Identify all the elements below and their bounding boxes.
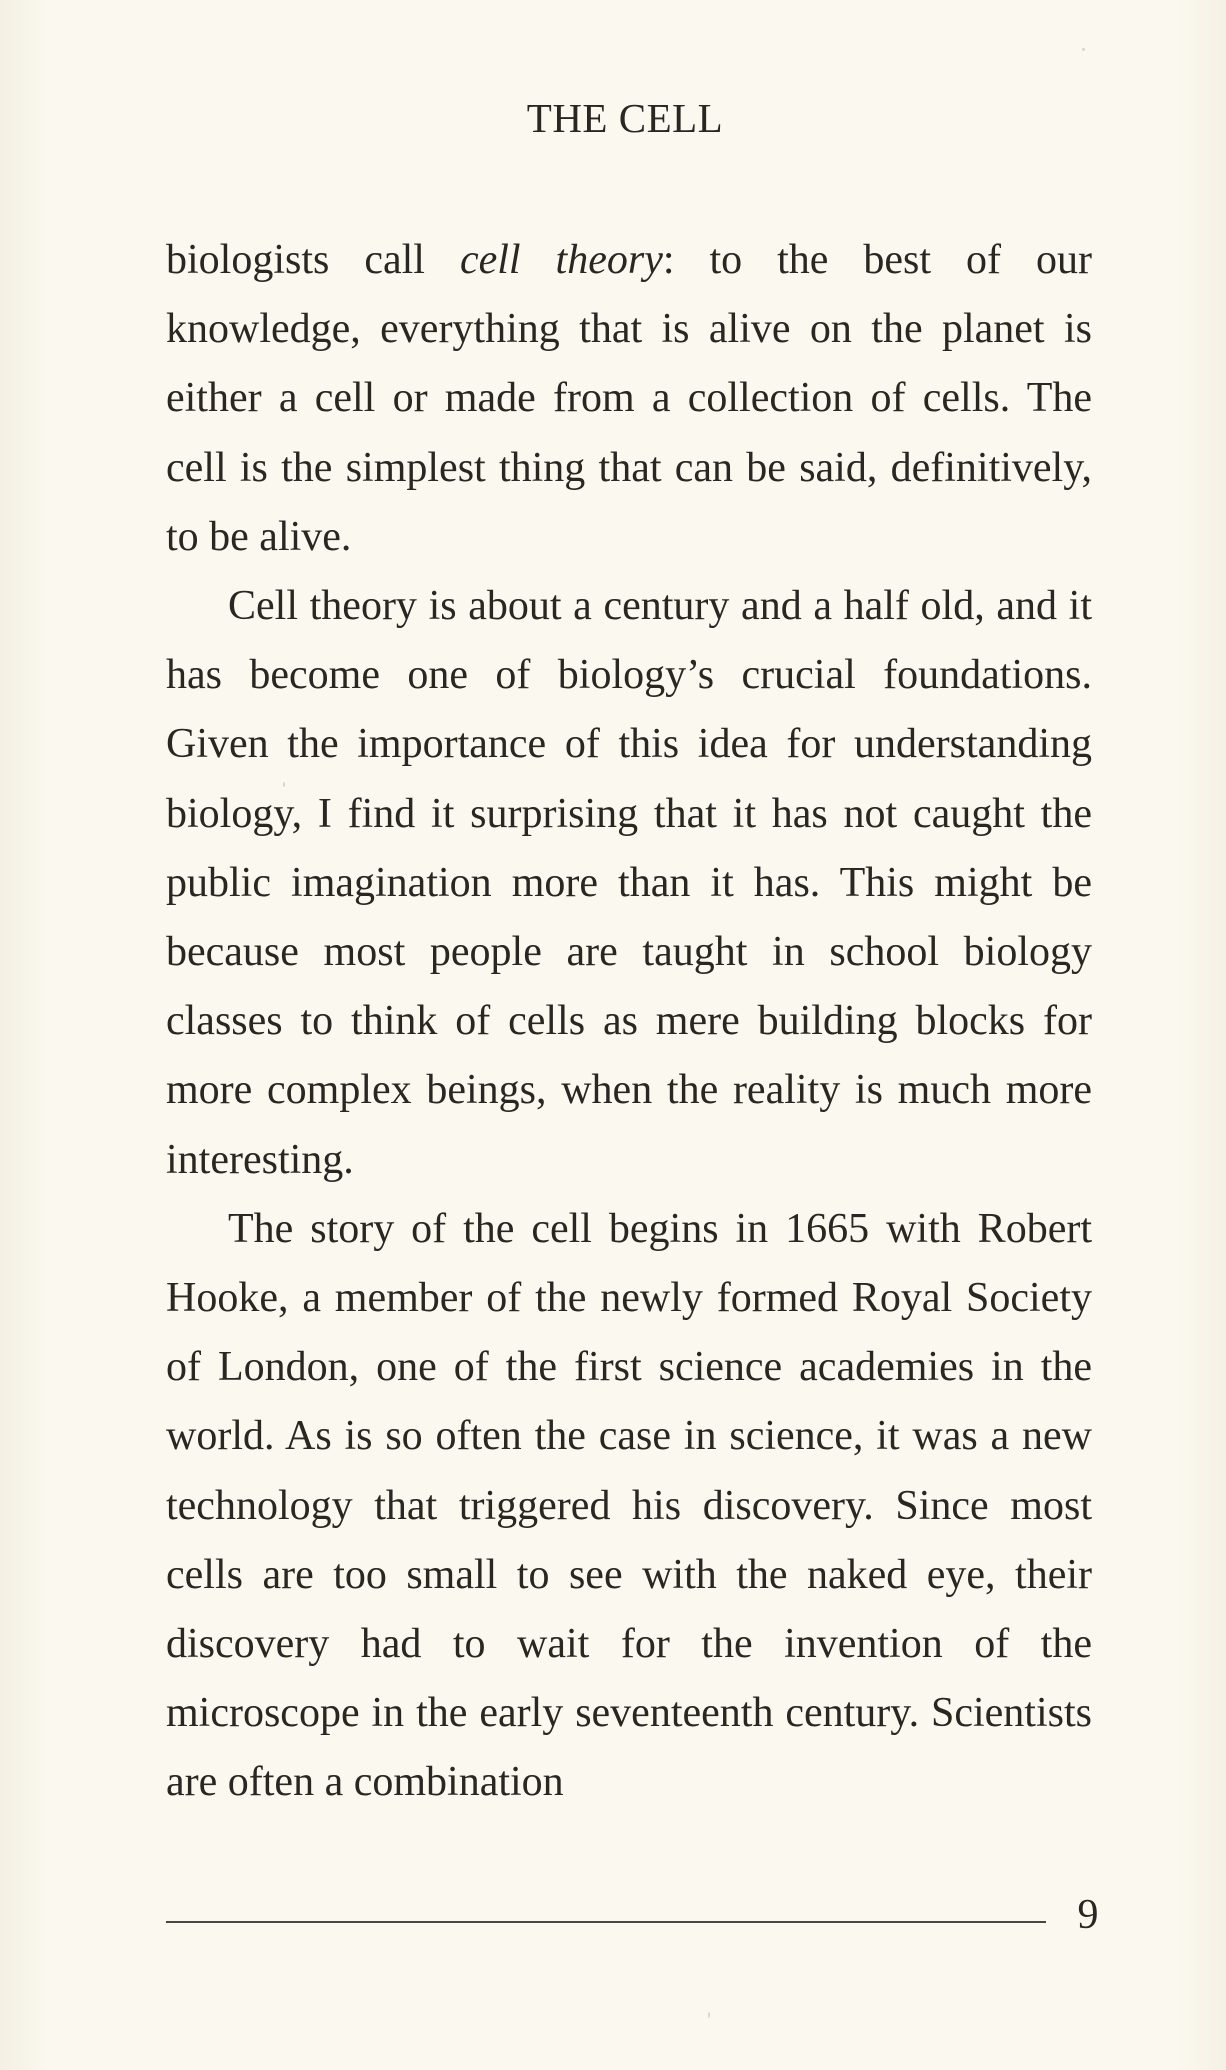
- paragraph-3: The story of the cell begins in 1665 with Robert Hooke, a member of the newly formed Royal Society of London, one of the first science academies in the world. As is so often the case in science, it was a new technology that triggered his discovery. Since most cells are too small to see with the naked eye, their discovery had to wait for the invention of the microscope in the early seventeenth century. Scientists are often a combination: [166, 1205, 1092, 1806]
- paper-speck: [283, 782, 285, 787]
- paragraph-1-lead: biologists call: [166, 237, 460, 283]
- running-head: THE CELL: [526, 95, 724, 141]
- body-text: [166, 226, 1092, 1818]
- paragraph-2: Cell theory is about a century and a half old, and it has become one of biology’s crucial foundations. Given the importance of this idea for understanding biology, I find it surprising that it has not caught the public imagination more than it has. This might be because most people are taught in school biology classes to think of cells as mere building blocks for more complex beings, when the reality is much more interesting.: [166, 583, 1092, 1183]
- page-number: 9: [1077, 1892, 1099, 1938]
- footer-rule: [166, 1921, 1046, 1923]
- paper-speck: [1082, 48, 1085, 51]
- paper-speck: [708, 2012, 710, 2018]
- paragraph-1-italic-term: cell theory: [459, 237, 663, 283]
- paragraph-1: [166, 226, 1092, 572]
- paragraph-1-rest: : to the best of our knowledge, everything that is alive on the planet is either a cell or made from a collection of cells. The cell is the simplest thing that can be said, definitively, to be alive.: [166, 237, 1092, 560]
